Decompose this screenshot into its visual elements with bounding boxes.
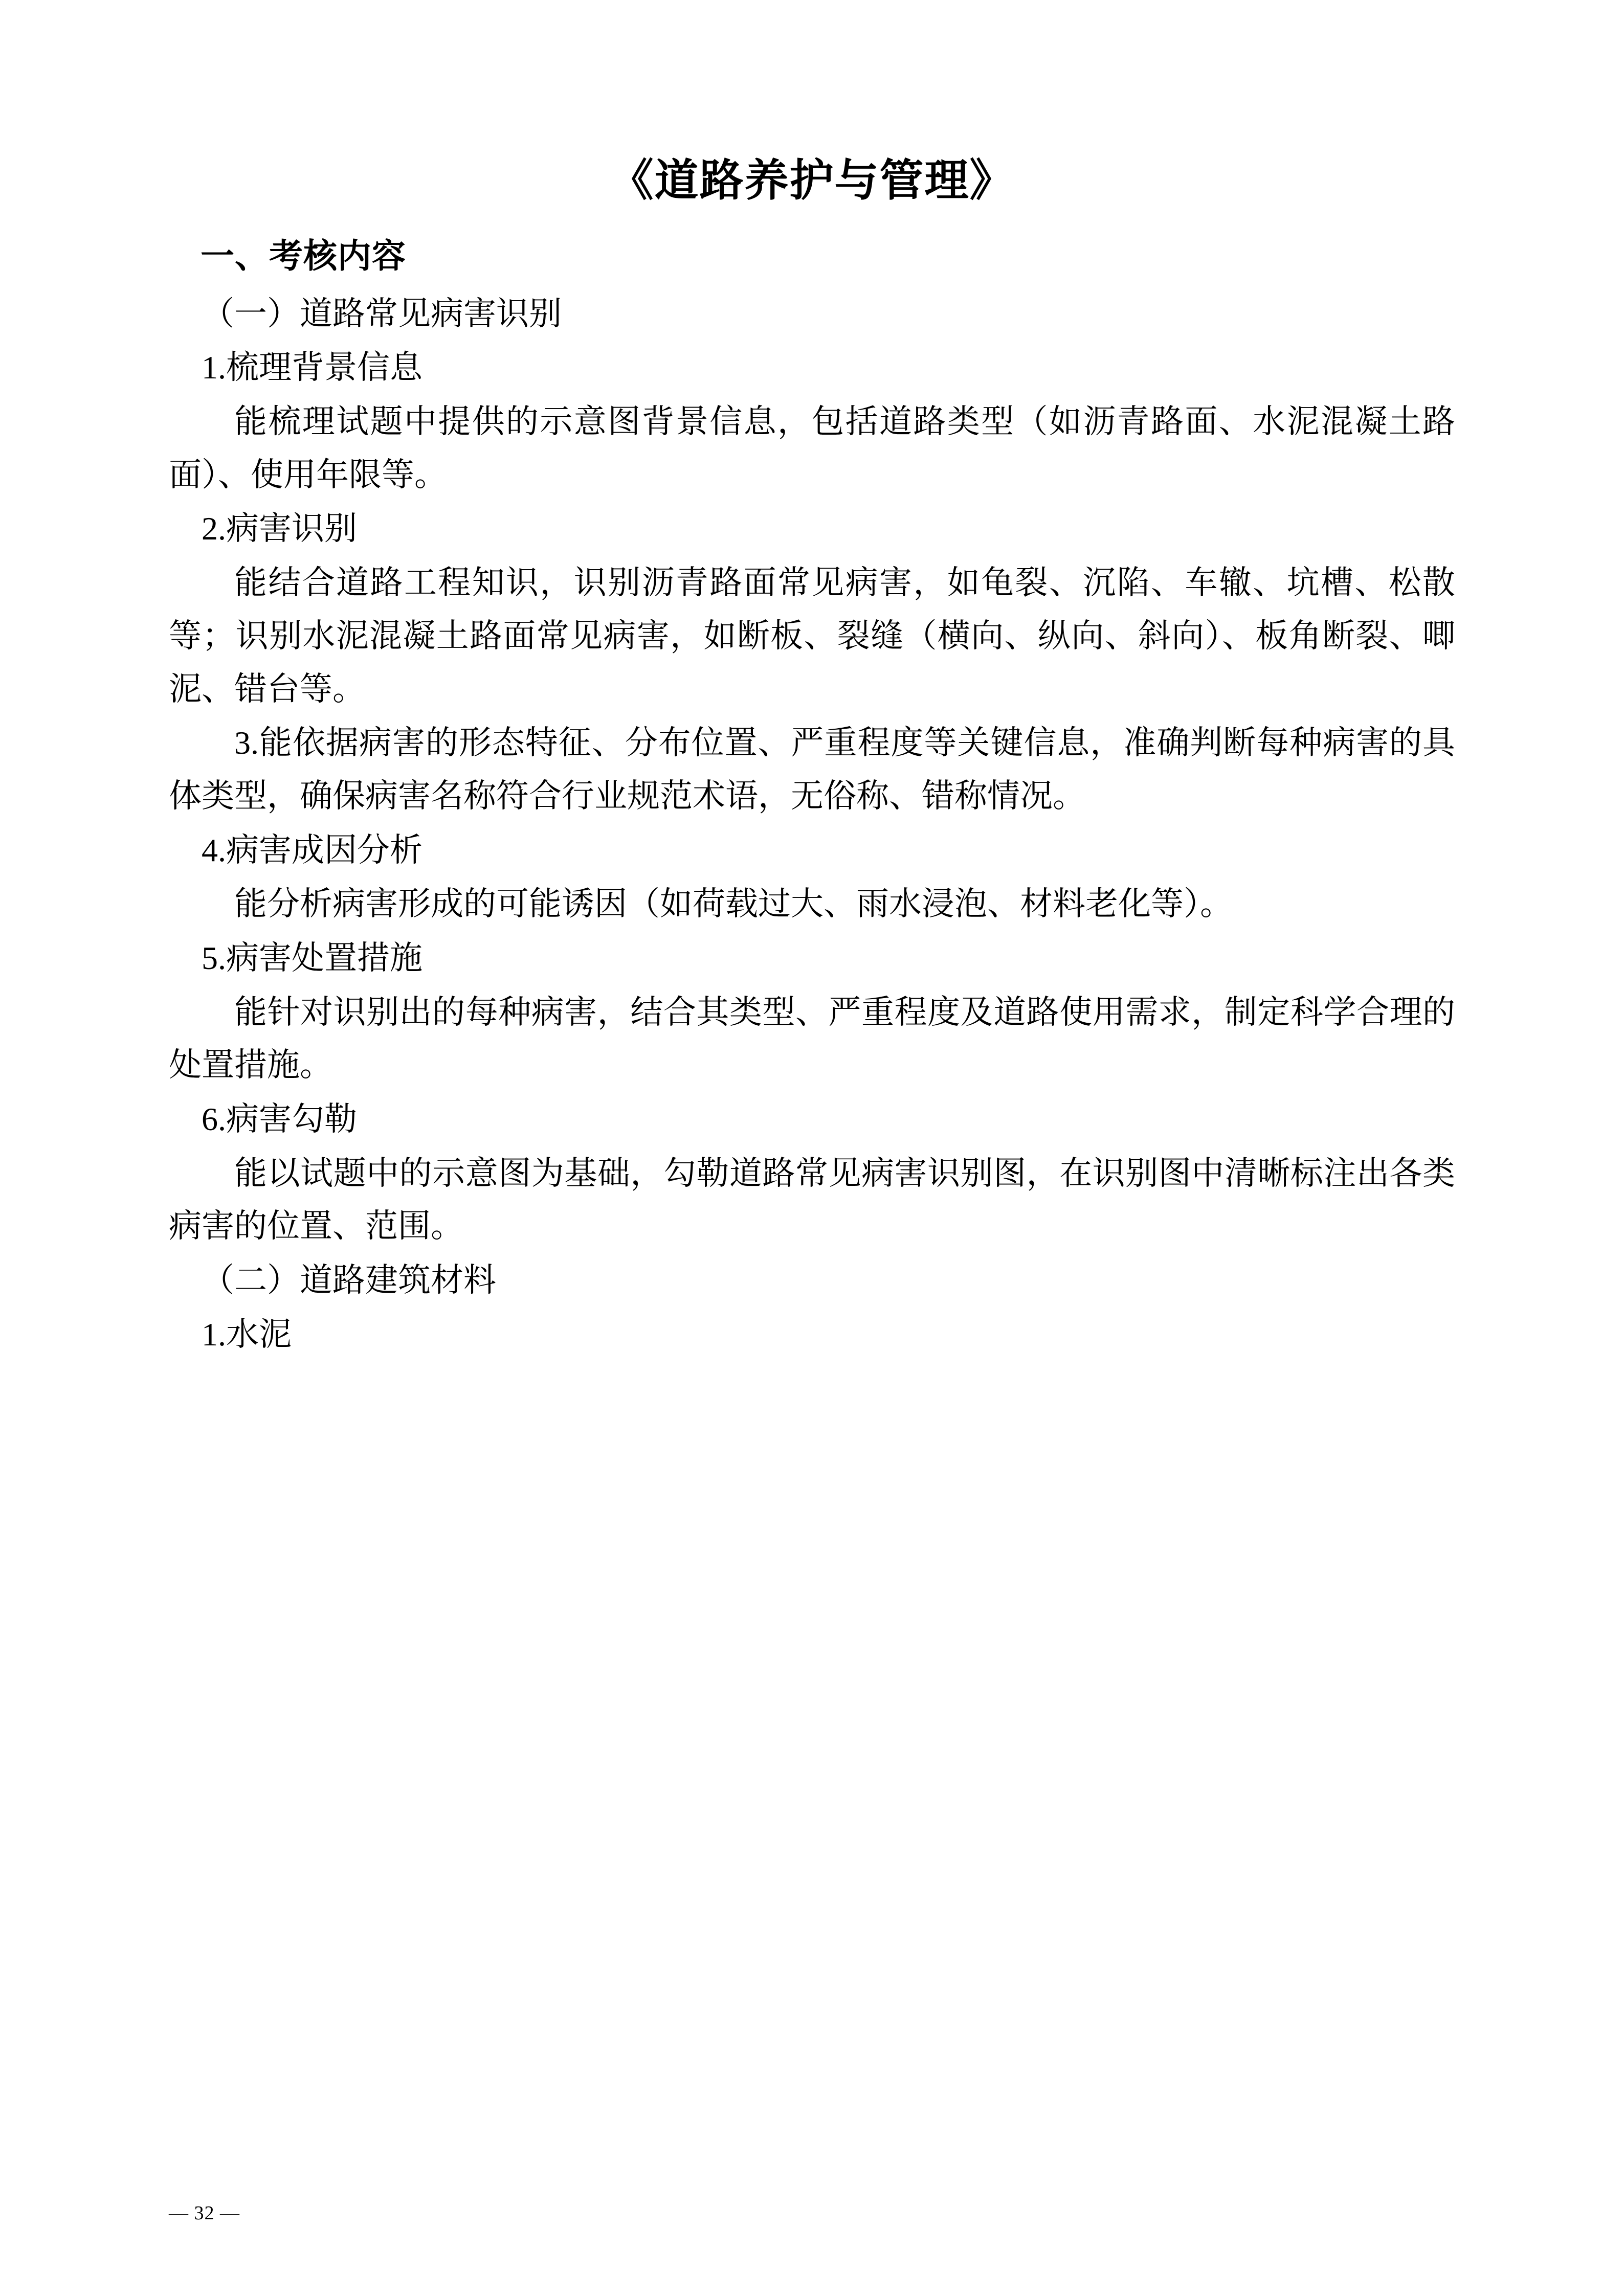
section-heading-1: 一、考核内容 [201, 236, 406, 276]
item-2-defect-identification: 2.病害识别 [202, 510, 357, 547]
body-4-cause-analysis: 能分析病害形成的可能诱因（如荷载过大、雨水浸泡、材料老化等）。 [234, 886, 1233, 922]
item-1-cement: 1.水泥 [202, 1316, 292, 1353]
body-5-treatment-measures: 能针对识别出的每种病害，结合其类型、严重程度及道路使用需求，制定科学合理的处置措施。 [169, 994, 1455, 1084]
page-number: — 32 — [169, 2202, 240, 2224]
body-1-background-info: 能梳理试题中提供的示意图背景信息，包括道路类型（如沥青路面、水泥混凝土路面）、使用年限等。 [169, 403, 1455, 493]
item-5-treatment-measures: 5.病害处置措施 [202, 939, 422, 976]
page-title: 《道路养护与管理》 [609, 156, 1015, 205]
item-6-defect-sketching: 6.病害勾勒 [202, 1100, 357, 1137]
item-1-background-info: 1.梳理背景信息 [202, 349, 422, 386]
subheading-road-defect-identification: （一）道路常见病害识别 [202, 295, 562, 332]
body-2-defect-identification: 能结合道路工程知识，识别沥青路面常见病害，如龟裂、沉陷、车辙、坑槽、松散等；识别水泥混凝土路面常见病害，如断板、裂缝（横向、纵向、斜向）、板角断裂、唧泥、错台等。 [169, 565, 1455, 707]
body-6-defect-sketching: 能以试题中的示意图为基础，勾勒道路常见病害识别图，在识别图中清晰标注出各类病害的位置、范围。 [169, 1155, 1455, 1245]
body-3-defect-judgement: 3.能依据病害的形态特征、分布位置、严重程度等关键信息，准确判断每种病害的具体类型，确保病害名称符合行业规范术语，无俗称、错称情况。 [169, 725, 1455, 814]
item-4-cause-analysis: 4.病害成因分析 [202, 831, 422, 868]
subheading-road-building-materials: （二）道路建筑材料 [202, 1262, 496, 1298]
